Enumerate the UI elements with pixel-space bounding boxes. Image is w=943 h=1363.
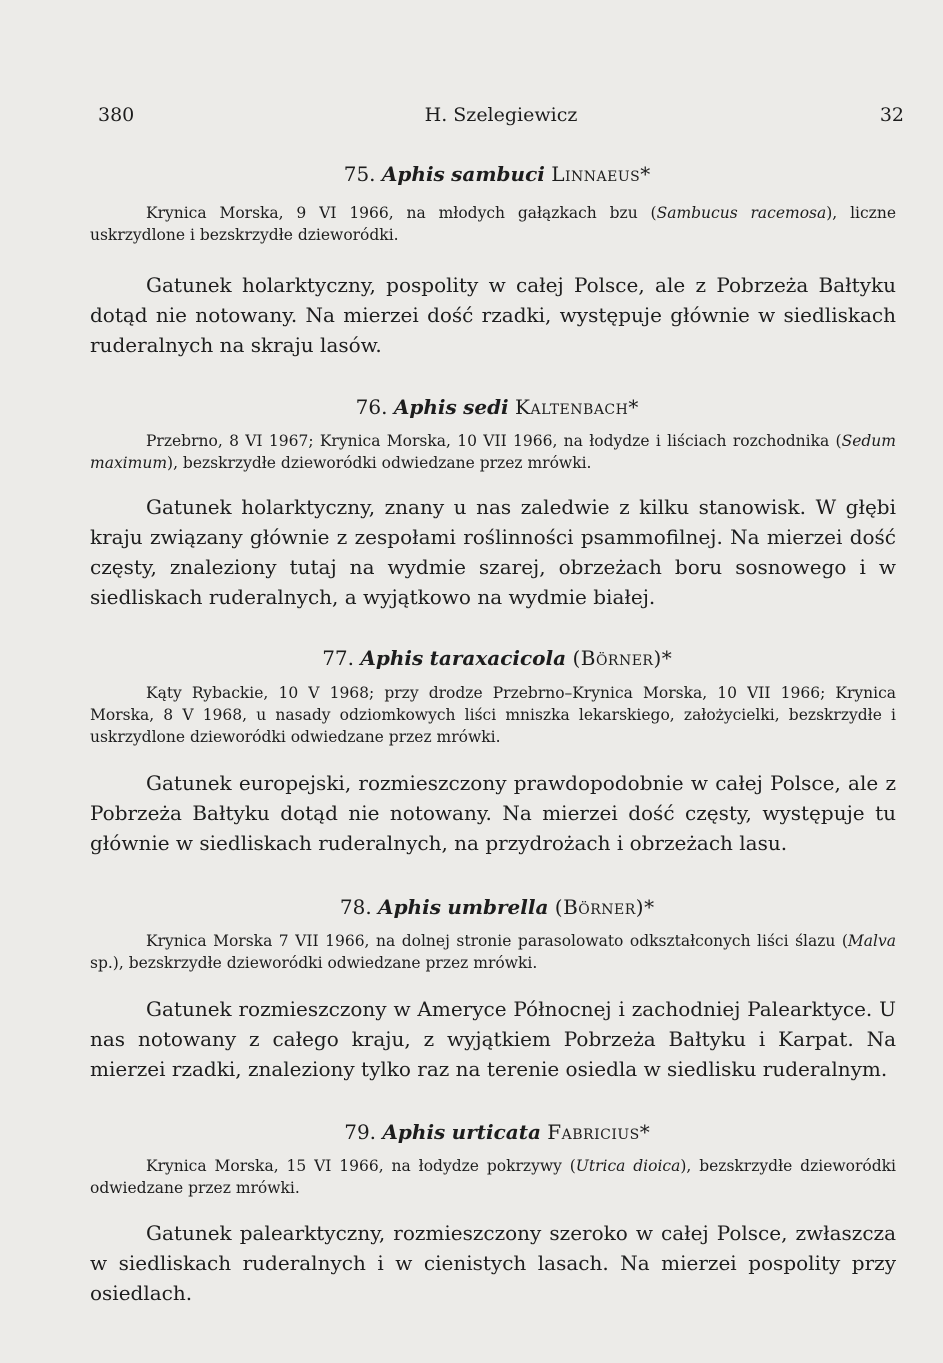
species-name: taraxacicola <box>429 646 567 670</box>
locality-text: Kąty Rybackie, 10 V 1968; przy drodze Przebrno–Krynica Morska, 10 VII 1966; Krynica Morska, 8 V 1968, u nasady odziomkowych liści mniszka lekarskiego, założycielki, bezskrzydłe i uskrzydlone dzieworódki odwiedzane przez mrówki. <box>90 684 896 746</box>
entry-title <box>90 162 904 186</box>
entry-title <box>90 895 904 919</box>
author-name: Linnaeus <box>551 162 641 186</box>
genus-name: Aphis <box>360 646 424 670</box>
new-record-mark: * <box>639 1120 650 1144</box>
locality-paragraph <box>90 930 896 974</box>
entry-title <box>90 1120 904 1144</box>
locality-text: sp.), bezskrzydłe dzieworódki odwiedzane przez mrówki. <box>90 954 538 972</box>
entry-number: 78. <box>339 895 372 919</box>
species-name: sambuci <box>451 162 545 186</box>
species-name: umbrella <box>447 895 549 919</box>
plant-name: Malva <box>847 932 896 950</box>
page-number: 380 <box>98 104 135 126</box>
page-header <box>98 104 904 134</box>
genus-name: Aphis <box>393 395 457 419</box>
new-record-mark: * <box>644 895 655 919</box>
species-name: urticata <box>451 1120 541 1144</box>
body-paragraph: Gatunek rozmieszczony w Ameryce Północnej i zachodniej Palearktyce. U nas notowany z całego kraju, z wyjątkiem Pobrzeża Bałtyku i Karpat. Na mierzei rzadki, znaleziony tylko raz na terenie osiedla w siedlisku ruderalnym. <box>90 997 896 1081</box>
body-paragraph: Gatunek palearktyczny, rozmieszczony szeroko w całej Polsce, zwłaszcza w siedliskach ruderalnych i w cienistych lasach. Na mierzei pospolity przy osiedlach. <box>90 1221 896 1305</box>
genus-name: Aphis <box>381 162 445 186</box>
locality-text: Krynica Morska, 15 VI 1966, na łodydze pokrzywy ( <box>146 1157 576 1175</box>
entry-title <box>90 395 904 419</box>
author-name: (Börner) <box>554 895 645 919</box>
body-paragraph: Gatunek holarktyczny, pospolity w całej Polsce, ale z Pobrzeża Bałtyku dotąd nie notowany. Na mierzei dość rzadki, występuje głównie w siedliskach ruderalnych na skraju lasów. <box>90 273 896 357</box>
species-name: sedi <box>463 395 509 419</box>
locality-text: ), bezskrzydłe dzieworódki odwiedzane przez mrówki. <box>167 454 592 472</box>
locality-text: Przebrno, 8 VI 1967; Krynica Morska, 10 VII 1966, na łodydze i liściach rozchodnika ( <box>146 432 842 450</box>
locality-text: ), bezskrzydłe dzieworódki odwiedzane przez mrówki. <box>90 1157 896 1197</box>
plant-name: Utrica dioica <box>575 1157 681 1175</box>
author-name: Fabricius <box>547 1120 640 1144</box>
genus-name: Aphis <box>382 1120 446 1144</box>
issue-number: 32 <box>879 104 904 126</box>
locality-paragraph <box>90 202 896 246</box>
entry-title <box>90 646 904 670</box>
new-record-mark: * <box>661 646 672 670</box>
new-record-mark: * <box>640 162 651 186</box>
locality-paragraph <box>90 682 896 748</box>
plant-name: Sambucus racemosa <box>656 204 827 222</box>
entry-number: 76. <box>355 395 388 419</box>
locality-paragraph <box>90 430 896 474</box>
body-paragraph: Gatunek holarktyczny, znany u nas zaledwie z kilku stanowisk. W głębi kraju związany głównie z zespołami roślinności psammofilnej. Na mierzei dość częsty, znaleziony tutaj na wydmie szarej, obrzeżach boru sosnowego i w siedliskach ruderalnych, a wyjątkowo na wydmie białej. <box>90 495 896 609</box>
locality-text: Krynica Morska 7 VII 1966, na dolnej stronie parasolowato odkształconych liści ślazu ( <box>146 932 848 950</box>
entry-number: 77. <box>322 646 355 670</box>
plant-name: Sedum maximum <box>90 432 896 472</box>
locality-text: ), liczne uskrzydlone i bezskrzydłe dzieworódki. <box>90 204 896 244</box>
entry-number: 79. <box>344 1120 377 1144</box>
locality-paragraph <box>90 1155 896 1199</box>
running-title: H. Szelegiewicz <box>424 104 578 126</box>
entry-number: 75. <box>343 162 376 186</box>
author-name: (Börner) <box>572 646 662 670</box>
locality-text: Krynica Morska, 9 VI 1966, na młodych gałązkach bzu ( <box>146 204 657 222</box>
genus-name: Aphis <box>378 895 441 919</box>
body-paragraph: Gatunek europejski, rozmieszczony prawdopodobnie w całej Polsce, ale z Pobrzeża Bałtyku dotąd nie notowany. Na mierzei dość częsty, występuje tu głównie w siedliskach ruderalnych, na przydrożach i obrzeżach lasu. <box>90 771 896 855</box>
author-name: Kaltenbach <box>515 395 629 419</box>
new-record-mark: * <box>628 395 639 419</box>
